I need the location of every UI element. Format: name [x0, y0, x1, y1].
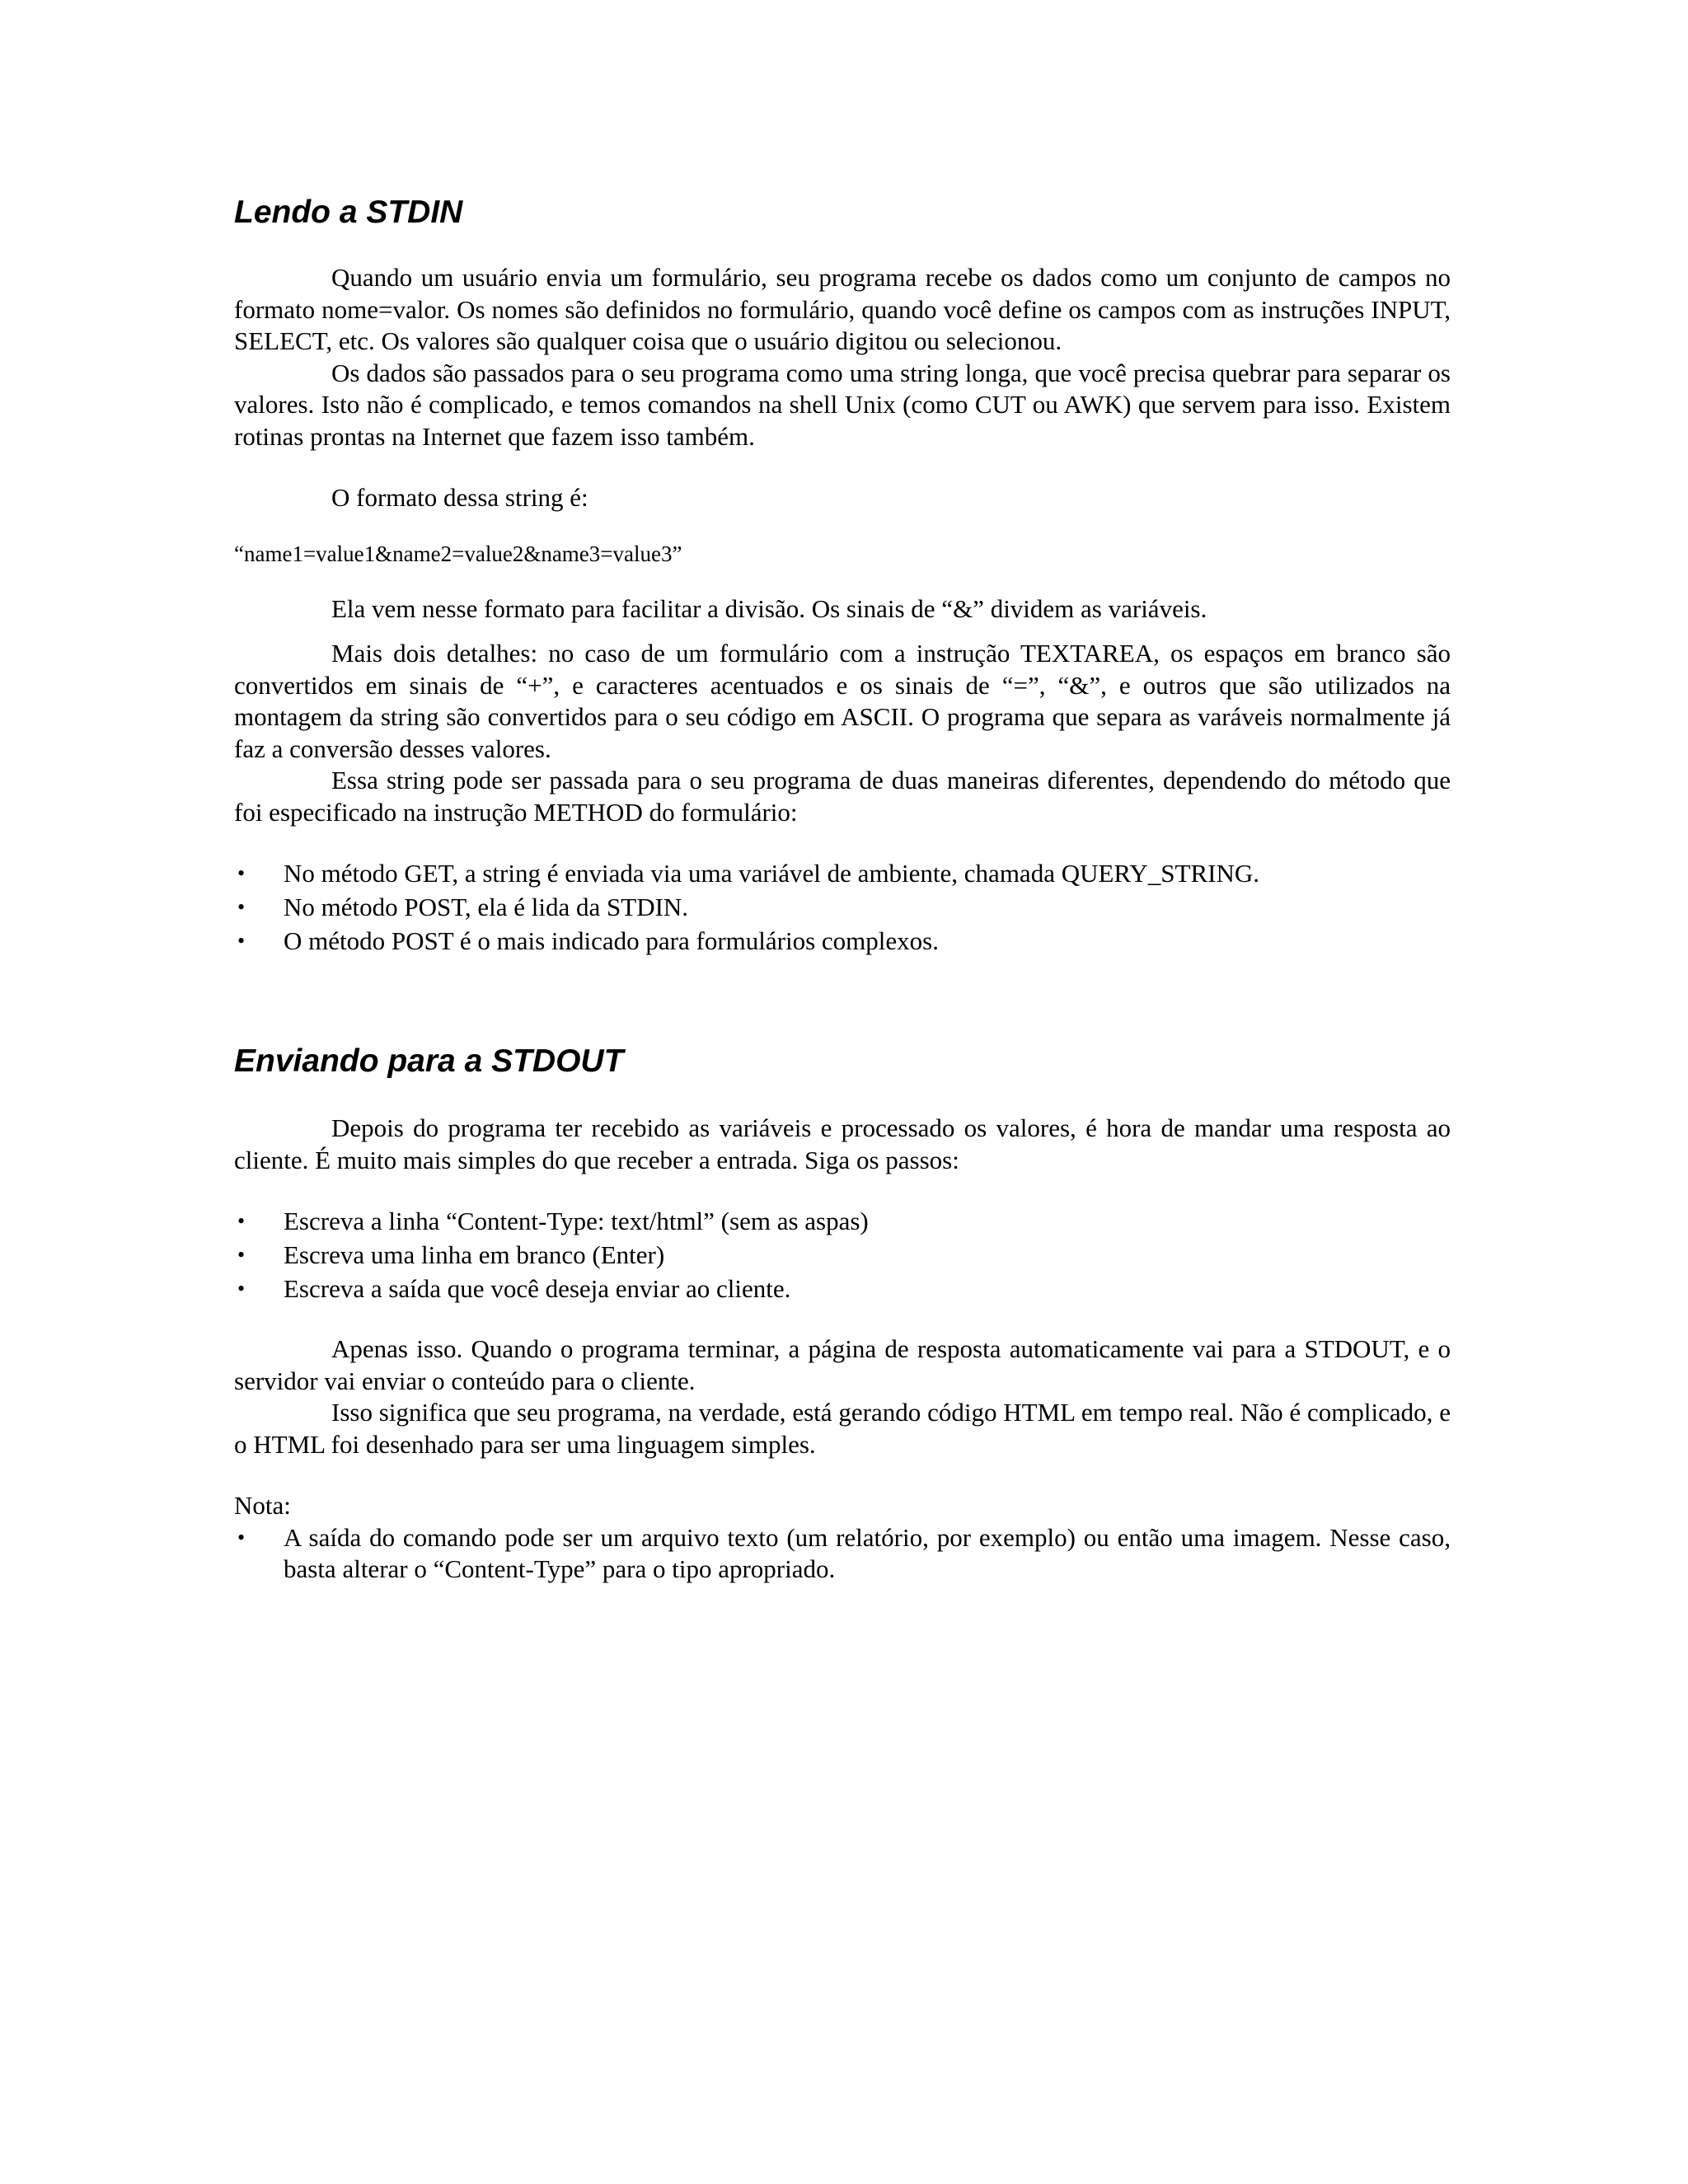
list-item-text: No método POST, ela é lida da STDIN.: [284, 893, 689, 921]
bullet-icon: •: [237, 1209, 246, 1233]
methods-list: [234, 856, 1451, 958]
list-item: [234, 1238, 1451, 1272]
list-item: [234, 890, 1451, 924]
paragraph-long-string: Os dados são passados para o seu programa como uma string longa, que você precisa quebrar para separar os valores. Isto não é complicado, e temos comandos na shell Unix (como CUT ou AWK) que servem para isso. Existem rotinas prontas na Internet que fazem isso também.: [234, 358, 1451, 451]
steps-list: [234, 1204, 1451, 1305]
list-item-text: Escreva uma linha em branco (Enter): [284, 1240, 665, 1269]
bullet-icon: •: [237, 861, 246, 885]
bullet-icon: •: [237, 895, 246, 919]
list-item: [234, 856, 1451, 890]
bullet-icon: •: [237, 1243, 246, 1267]
paragraph-format-label: O formato dessa string é:: [331, 483, 588, 512]
bullet-icon: •: [237, 1525, 246, 1549]
list-item: [234, 1272, 1451, 1305]
note-label: Nota:: [234, 1491, 291, 1520]
list-item-text: No método GET, a string é enviada via uma variável de ambiente, chamada QUERY_STRING.: [284, 859, 1259, 888]
bullet-icon: •: [237, 1277, 246, 1301]
list-item-text: O método POST é o mais indicado para formulários complexos.: [284, 926, 939, 955]
section-heading-stdin: Lendo a STDIN: [234, 194, 463, 230]
paragraph-stdout: Apenas isso. Quando o programa terminar, a página de resposta automaticamente vai para a STDOUT, e o servidor vai enviar o conteúdo para o cliente.: [234, 1334, 1451, 1395]
paragraph-details: Mais dois detalhes: no caso de um formulário com a instrução TEXTAREA, os espaços em branco são convertidos em sinais de “+”, e caracteres acentuados e os sinais de “=”, “&”, e outros que são utilizados na montagem da string são convertidos para o seu código em ASCII. O programa que separa as varáveis normalmente já faz a conversão desses valores.: [234, 639, 1451, 763]
list-item-text: A saída do comando pode ser um arquivo texto (um relatório, por exemplo) ou então uma imagem. Nesse caso, basta alterar o “Content-Type” para o tipo apropriado.: [284, 1522, 1451, 1583]
format-example: “name1=value1&name2=value2&name3=value3”: [234, 541, 682, 566]
list-item: [234, 1204, 1451, 1238]
note-list: [234, 1522, 1451, 1586]
page-content: [234, 191, 1451, 1586]
paragraph-methods: Essa string pode ser passada para o seu programa de duas maneiras diferentes, dependendo do método que foi especificado na instrução METHOD do formulário:: [234, 766, 1451, 827]
paragraph-intro: Quando um usuário envia um formulário, seu programa recebe os dados como um conjunto de campos no formato nome=valor. Os nomes são definidos no formulário, quando você define os campos com as instruções INPUT, SELECT, etc. Os valores são qualquer coisa que o usuário digitou ou selecionou.: [234, 263, 1451, 355]
list-item-text: Escreva a linha “Content-Type: text/html” (sem as aspas): [284, 1207, 869, 1235]
paragraph-response: Depois do programa ter recebido as variáveis e processado os valores, é hora de mandar uma resposta ao cliente. É muito mais simples do que receber a entrada. Siga os passos:: [234, 1113, 1451, 1174]
bullet-icon: •: [237, 929, 246, 953]
paragraph-ampersand: Ela vem nesse formato para facilitar a divisão. Os sinais de “&” dividem as variáveis.: [331, 593, 1207, 623]
section-heading-stdout: Enviando para a STDOUT: [234, 1043, 624, 1079]
paragraph-html-realtime: Isso significa que seu programa, na verdade, está gerando código HTML em tempo real. Não é complicado, e o HTML foi desenhado para ser uma linguagem simples.: [234, 1398, 1451, 1459]
list-item: [234, 1522, 1451, 1586]
list-item: [234, 924, 1451, 958]
list-item-text: Escreva a saída que você deseja enviar ao cliente.: [284, 1274, 791, 1303]
